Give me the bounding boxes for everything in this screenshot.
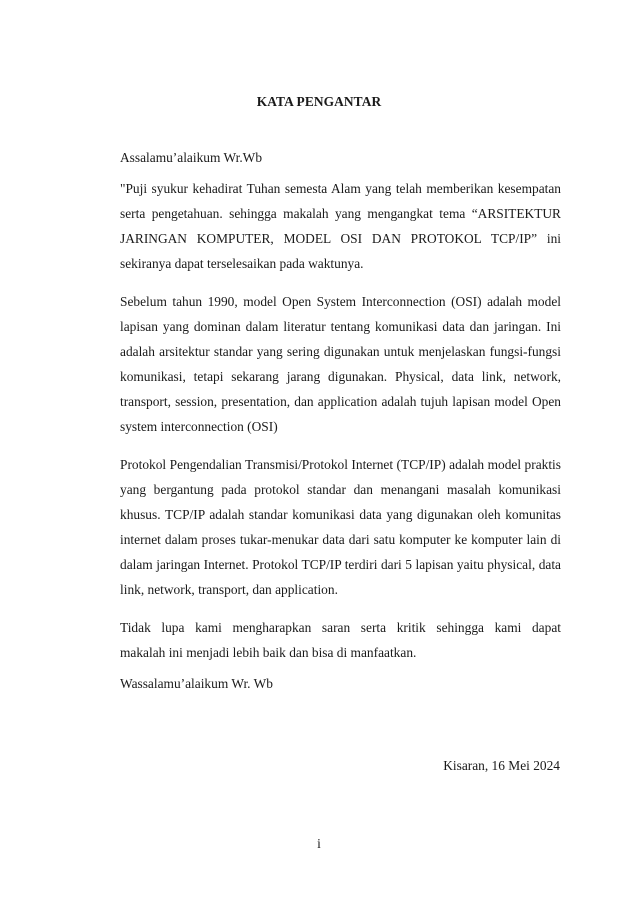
paragraph-2-line-3: adalah arsitektur standar yang sering digunakan untuk menjelaskan fungsi-fungsi xyxy=(120,344,561,359)
paragraph-3-line-4: internet dalam proses tukar-menukar data dari satu komputer ke komputer lain di xyxy=(120,532,561,547)
paragraph-1-line-1: "Puji syukur kehadirat Tuhan semesta Alam yang telah memberikan kesempatan xyxy=(120,181,561,196)
place-date: Kisaran, 16 Mei 2024 xyxy=(443,758,560,773)
paragraph-2-line-2: lapisan yang dominan dalam literatur tentang komunikasi data dan jaringan. Ini xyxy=(120,319,561,334)
paragraph-1-line-4: sekiranya dapat terselesaikan pada waktunya. xyxy=(120,256,364,271)
greeting: Assalamu’alaikum Wr.Wb xyxy=(120,150,263,165)
page-title: KATA PENGANTAR xyxy=(256,94,382,109)
paragraph-4-line-1: Tidak lupa kami mengharapkan saran serta kritik sehingga kami dapat xyxy=(120,620,561,635)
paragraph-3-line-6: link, network, transport, dan application. xyxy=(120,582,338,597)
paragraph-3-line-2: yang bergantung pada protokol standar dan menangani masalah komunikasi xyxy=(120,482,561,497)
paragraph-2-line-6: system interconnection (OSI) xyxy=(120,419,278,434)
paragraph-1-line-3: JARINGAN KOMPUTER, MODEL OSI DAN PROTOKOL TCP/IP” ini xyxy=(120,231,561,246)
paragraph-3-line-5: dalam jaringan Internet. Protokol TCP/IP terdiri dari 5 lapisan yaitu physical, data xyxy=(120,557,561,572)
paragraph-3-line-1: Protokol Pengendalian Transmisi/Protokol Internet (TCP/IP) adalah model praktis xyxy=(120,457,561,472)
page-number: i xyxy=(317,836,321,851)
paragraph-4-line-2: makalah ini menjadi lebih baik dan bisa di manfaatkan. xyxy=(120,645,417,660)
paragraph-2-line-4: komunikasi, tetapi sekarang jarang digunakan. Physical, data link, network, xyxy=(120,369,561,384)
paragraph-3-line-3: khusus. TCP/IP adalah standar komunikasi data yang digunakan oleh komunitas xyxy=(120,507,561,522)
paragraph-2-line-5: transport, session, presentation, dan application adalah tujuh lapisan model Open xyxy=(120,394,561,409)
paragraph-1-line-2: serta pengetahuan. sehingga makalah yang mengangkat tema “ARSITEKTUR xyxy=(120,206,561,221)
closing: Wassalamu’alaikum Wr. Wb xyxy=(120,676,273,691)
paragraph-2-line-1: Sebelum tahun 1990, model Open System Interconnection (OSI) adalah model xyxy=(120,294,561,309)
